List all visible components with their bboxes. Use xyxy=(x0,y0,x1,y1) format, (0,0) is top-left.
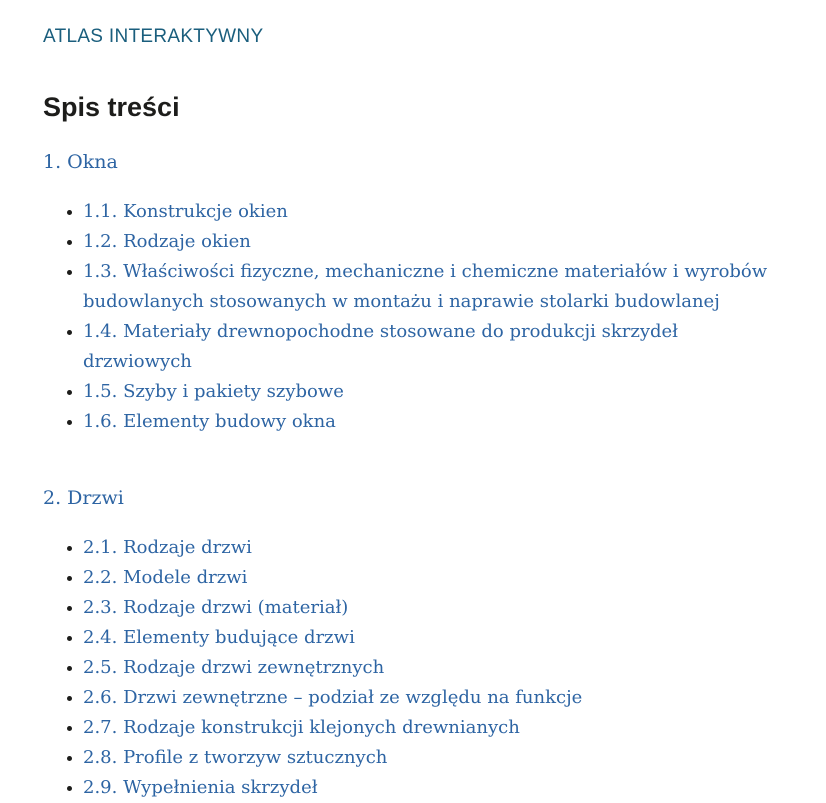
toc-item-link[interactable]: 2.9. Wypełnienia skrzydeł xyxy=(83,777,318,798)
toc-item-link[interactable]: 2.6. Drzwi zewnętrzne – podział ze względu na funkcje xyxy=(83,687,583,708)
list-item xyxy=(83,773,783,803)
list-item xyxy=(83,653,783,683)
list-item xyxy=(83,563,783,593)
toc-item-link[interactable]: 1.4. Materiały drewnopochodne stosowane do produkcji skrzydeł drzwiowych xyxy=(83,321,679,372)
list-item xyxy=(83,593,783,623)
toc-item-link[interactable]: 1.1. Konstrukcje okien xyxy=(83,201,288,222)
toc-section-link-okna[interactable]: 1. Okna xyxy=(43,151,118,173)
toc-list-drzwi xyxy=(43,533,783,803)
toc-section-okna xyxy=(43,122,783,437)
list-item xyxy=(83,317,783,377)
list-item xyxy=(83,197,783,227)
toc-item-link[interactable]: 2.5. Rodzaje drzwi zewnętrznych xyxy=(83,657,385,678)
toc-section-link-drzwi[interactable]: 2. Drzwi xyxy=(43,487,124,509)
list-item xyxy=(83,407,783,437)
list-item xyxy=(83,533,783,563)
toc-item-link[interactable]: 1.2. Rodzaje okien xyxy=(83,231,251,252)
toc-item-link[interactable]: 2.8. Profile z tworzyw sztucznych xyxy=(83,747,388,768)
toc-item-link[interactable]: 2.4. Elementy budujące drzwi xyxy=(83,627,355,648)
toc-section-drzwi xyxy=(43,458,783,803)
toc-item-link[interactable]: 1.5. Szyby i pakiety szybowe xyxy=(83,381,344,402)
page-title: Spis treści xyxy=(43,92,180,122)
toc-item-link[interactable]: 1.6. Elementy budowy okna xyxy=(83,411,336,432)
list-item xyxy=(83,377,783,407)
toc-item-link[interactable]: 2.2. Modele drzwi xyxy=(83,567,248,588)
list-item xyxy=(83,743,783,773)
list-item xyxy=(83,257,783,317)
toc-item-link[interactable]: 1.3. Właściwości fizyczne, mechaniczne i chemiczne materiałów i wyrobów budowlanych stosowanych w montażu i naprawie stolarki budowlanej xyxy=(83,261,768,312)
list-item xyxy=(83,623,783,653)
list-item xyxy=(83,227,783,257)
site-title-link[interactable]: ATLAS INTERAKTYWNY xyxy=(43,26,264,47)
toc-list-okna xyxy=(43,197,783,437)
list-item xyxy=(83,713,783,743)
toc-item-link[interactable]: 2.7. Rodzaje konstrukcji klejonych drewnianych xyxy=(83,717,520,738)
toc-item-link[interactable]: 2.1. Rodzaje drzwi xyxy=(83,537,252,558)
list-item xyxy=(83,683,783,713)
toc-item-link[interactable]: 2.3. Rodzaje drzwi (materiał) xyxy=(83,597,349,618)
